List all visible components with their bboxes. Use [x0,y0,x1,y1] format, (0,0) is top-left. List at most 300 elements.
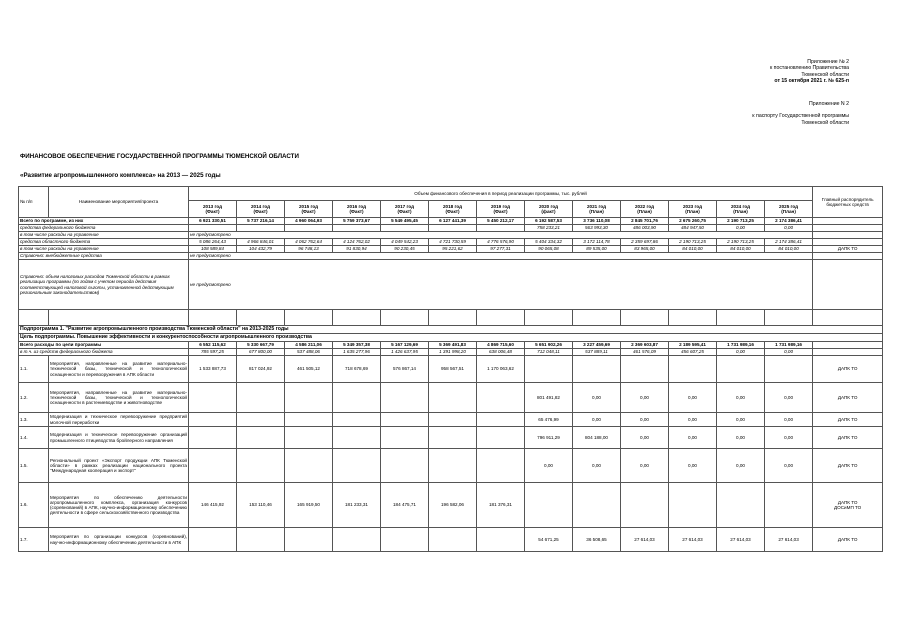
value-cell [333,427,381,449]
summary-row [19,225,883,232]
value-cell: 36 508,65 [573,528,621,552]
year-label: 2016 год [346,203,366,209]
value-cell [333,225,381,232]
header-year [717,201,765,218]
table-row [19,427,883,449]
value-cell [669,356,717,383]
manager-cell [813,218,883,225]
item-name: Мероприятия, направленные на развитие материально-технической базы, технической и технологической оснащенности и перевооружения в АПК области [49,356,189,383]
value-cell: 27 614,03 [765,528,813,552]
value-cell [285,413,333,427]
value-cell [381,528,429,552]
value-cell [285,449,333,483]
value-cell [429,383,477,413]
item-number: 1.3. [19,413,49,427]
manager-cell: ДАПК ТО [813,356,883,383]
value-cell: 84 010,00 [669,246,717,253]
subprogram-federal-row [19,349,883,356]
value-cell: 576 867,14 [381,356,429,383]
value-cell: 97 277,31 [477,246,525,253]
value-cell [189,225,237,232]
value-cell: 184 475,71 [381,483,429,528]
value-cell: 104 432,79 [237,246,285,253]
value-cell [621,356,669,383]
value-cell: 712 048,11 [525,349,573,356]
value-cell [765,356,813,383]
header-year [333,201,381,218]
value-cell: 0,00 [669,449,717,483]
empty-cell [189,310,237,326]
header-year [189,201,237,218]
value-cell: 83 965,00 [621,246,669,253]
year-type: (Факт) [301,209,316,214]
year-type: (факт) [541,209,556,214]
year-label: 2024 год [730,203,750,209]
value-cell: 4 960 064,93 [285,218,333,225]
table-row [19,413,883,427]
value-cell: 2 190 713,25 [717,239,765,246]
subprogram-total-row [19,342,883,349]
item-number: 1.1. [19,356,49,383]
item-name: Мероприятия по организации конкурсов (соревнований), научно-информационному обеспечению деятельности в АПК [49,528,189,552]
value-cell: 0,00 [765,383,813,413]
manager-cell: ДАПК ТО [813,246,883,253]
subprogram-row [19,326,883,334]
header-year [429,201,477,218]
value-cell: 5 549 495,45 [381,218,429,225]
empty-cell [669,310,717,326]
value-cell: 2 190 713,25 [669,239,717,246]
year-label: 2023 год [682,203,702,209]
row-label: Справочно: объем налоговых расходов Тюменской области в рамках реализации программы (по годам с учетом периода действия соответствующей налоговой льготы, установленной действующим региональным законодательством) [19,260,189,310]
value-cell [333,383,381,413]
value-cell: 4 586 211,06 [285,342,333,349]
value-cell: 0,00 [717,349,765,356]
item-name: Региональный проект «Экспорт продукции АПК Тюменской области» в рамках реализации национального проекта "Международная кооперация и экспорт" [49,449,189,483]
table-row [19,383,883,413]
summary-row [19,218,883,225]
appendix-passport [669,101,849,126]
value-cell: 4 869 715,60 [477,342,525,349]
value-cell: 1 426 637,95 [381,349,429,356]
header-volume: Объем финансового обеспечения в период реализации программы, тыс. рублей [189,187,813,201]
value-cell [285,225,333,232]
manager-cell: ДАПК ТО ДОСиМП ТО [813,483,883,528]
value-cell: 0,00 [717,225,765,232]
value-cell: 5 737 216,14 [237,218,285,225]
value-cell: 91 830,94 [333,246,381,253]
value-cell: 181 376,31 [477,483,525,528]
year-type: (План) [589,209,604,214]
value-cell: 5 349 357,38 [333,342,381,349]
value-cell: 0,00 [717,427,765,449]
value-cell: 0,00 [621,449,669,483]
value-cell [333,449,381,483]
year-type: (Факт) [397,209,412,214]
value-cell: 1 170 063,62 [477,356,525,383]
value-cell: 196 582,06 [429,483,477,528]
manager-cell: ДАПК ТО [813,427,883,449]
value-cell: 2 189 595,41 [669,342,717,349]
value-cell: 4 776 576,90 [477,239,525,246]
value-cell: 5 369 491,83 [429,342,477,349]
value-cell: 758 233,21 [525,225,573,232]
empty-cell [19,310,49,326]
value-cell: 27 614,03 [669,528,717,552]
row-label: в т.ч. из средств федерального бюджета [19,349,189,356]
value-cell: 2 190 713,25 [717,218,765,225]
value-cell: 5 404 334,32 [525,239,573,246]
value-cell: 785 597,25 [189,349,237,356]
financing-table [18,186,883,552]
manager-cell [813,349,883,356]
value-cell: 4 966 846,01 [237,239,285,246]
header-year [477,201,525,218]
value-cell: 0,00 [525,449,573,483]
subprogram-goal: Цель подпрограммы. Повышение эффективности и конкурентоспособности агропромышленного производства [19,334,883,342]
value-cell: 1 731 989,16 [717,342,765,349]
item-number: 1.6. [19,483,49,528]
year-type: (План) [685,209,700,214]
value-cell [189,449,237,483]
row-label: Справочно: внебюджетные средства [19,253,189,260]
summary-row [19,253,883,260]
value-cell [381,427,429,449]
summary-row [19,246,883,253]
row-label: Всего по программе, из них [19,218,189,225]
value-cell: 1 533 887,73 [189,356,237,383]
header-name: Наименование мероприятия/проекта [49,187,189,218]
value-cell [573,483,621,528]
year-type: (Факт) [349,209,364,214]
value-cell: 96 748,13 [285,246,333,253]
empty-cell [49,310,189,326]
not-provided-cell: не предусмотрено [189,260,813,310]
value-cell [285,427,333,449]
manager-cell: ДАПК ТО [813,449,883,483]
value-cell: 6 552 115,62 [189,342,237,349]
value-cell: 4 124 762,02 [333,239,381,246]
year-type: (План) [637,209,652,214]
empty-cell [573,310,621,326]
value-cell: 4 721 730,59 [429,239,477,246]
value-cell: 0,00 [717,449,765,483]
appendix-line: к паспорту Государственной программы [752,113,849,120]
year-label: 2020 год [538,203,558,209]
value-cell: 5 167 129,69 [381,342,429,349]
value-cell: 537 889,11 [573,349,621,356]
table-row [19,483,883,528]
value-cell: 563 993,30 [573,225,621,232]
table-row [19,449,883,483]
value-cell [333,413,381,427]
value-cell: 461 505,12 [285,356,333,383]
item-number: 1.7. [19,528,49,552]
manager-cell [813,232,883,239]
value-cell [477,225,525,232]
row-label: Всего расходы по цели программы [19,342,189,349]
value-cell: 5 086 264,43 [189,239,237,246]
row-label: средства федерального бюджета [19,225,189,232]
value-cell: 54 671,25 [525,528,573,552]
value-cell: 2 675 260,75 [669,218,717,225]
value-cell [477,413,525,427]
manager-cell: ДАПК ТО [813,528,883,552]
value-cell: 0,00 [765,449,813,483]
value-cell: 6 127 441,39 [429,218,477,225]
value-cell [381,413,429,427]
manager-cell [813,239,883,246]
value-cell [381,225,429,232]
value-cell [525,483,573,528]
value-cell: 3 172 114,78 [573,239,621,246]
value-cell [237,383,285,413]
item-name: Модернизация и техническое перевооружение организаций промышленного птицеводства бройлерного направления [49,427,189,449]
year-type: (Факт) [445,209,460,214]
value-cell: 677 800,00 [237,349,285,356]
value-cell [285,383,333,413]
empty-cell [237,310,285,326]
value-cell: 5 651 902,26 [525,342,573,349]
value-cell [669,483,717,528]
value-cell: 4 062 762,64 [285,239,333,246]
value-cell: 3 736 110,08 [573,218,621,225]
summary-row [19,260,883,310]
year-label: 2014 год [250,203,270,209]
value-cell: 0,00 [669,413,717,427]
value-cell: 6 921 330,51 [189,218,237,225]
value-cell: 1 635 277,96 [333,349,381,356]
empty-cell [381,310,429,326]
empty-cell [717,310,765,326]
summary-row [19,239,883,246]
value-cell [429,413,477,427]
value-cell: 486 003,90 [621,225,669,232]
item-name: Мероприятия по обеспечению деятельности агропромышленного комплекса, организация конкурсов (соревнований) в АПК, научно-информационному обеспечению деятельности в сфере сельскохозяйственного производства [49,483,189,528]
value-cell: 461 576,09 [621,349,669,356]
appendix-line: от 15 октября 2021 г. № 625-п [774,78,849,85]
header-num: № п/п [19,187,49,218]
value-cell [477,528,525,552]
item-number: 1.2. [19,383,49,413]
value-cell: 0,00 [621,413,669,427]
year-type: (Факт) [253,209,268,214]
value-cell [237,225,285,232]
empty-cell [429,310,477,326]
document-title: ФИНАНСОВОЕ ОБЕСПЕЧЕНИЕ ГОСУДАРСТВЕННОЙ ПРОГРАММЫ ТЮМЕНСКОЙ ОБЛАСТИ [20,153,299,160]
goal-row [19,334,883,342]
value-cell: 5 450 212,17 [477,218,525,225]
value-cell: 27 614,03 [621,528,669,552]
appendix-line: Тюменской области [801,71,849,78]
value-cell: 0,00 [765,225,813,232]
item-name: Мероприятия, направленные на развитие материально-технической базы, технической и технологической оснащенности в растениеводстве и животноводстве [49,383,189,413]
value-cell: 817 024,92 [237,356,285,383]
value-cell [717,356,765,383]
value-cell [189,413,237,427]
year-type: (Факт) [205,209,220,214]
value-cell: 84 010,00 [717,246,765,253]
value-cell: 804 188,00 [573,427,621,449]
row-label: в том числе расходы на управление [19,232,189,239]
value-cell [477,449,525,483]
value-cell: 0,00 [717,413,765,427]
value-cell: 0,00 [765,349,813,356]
year-type: (Факт) [493,209,508,214]
item-name: Модернизация и техническое перевооружение предприятий молочной переработки [50,414,187,425]
empty-cell [525,310,573,326]
appendix-line: к постановлению Правительства [769,65,849,72]
value-cell [381,449,429,483]
value-cell: 90 230,45 [381,246,429,253]
value-cell: 2 359 697,86 [621,239,669,246]
value-cell: 5 330 667,79 [237,342,285,349]
value-cell: 3 227 459,69 [573,342,621,349]
value-cell: 801 491,82 [525,383,573,413]
empty-cell [285,310,333,326]
value-cell: 6 192 587,53 [525,218,573,225]
header-year [573,201,621,218]
year-label: 2021 год [586,203,606,209]
empty-cell [333,310,381,326]
manager-cell [813,225,883,232]
value-cell [237,528,285,552]
year-type: (План) [781,209,796,214]
value-cell: 0,00 [573,449,621,483]
value-cell [189,528,237,552]
value-cell [285,528,333,552]
value-cell [621,483,669,528]
not-provided-cell: не предусмотрено [189,232,813,239]
manager-cell [813,253,883,260]
value-cell: 0,00 [717,383,765,413]
value-cell [477,383,525,413]
item-number: 1.5. [19,449,49,483]
value-cell [333,528,381,552]
not-provided-cell: не предусмотрено [189,253,813,260]
value-cell [573,356,621,383]
value-cell [765,483,813,528]
value-cell: 2 174 386,41 [765,218,813,225]
year-label: 2013 год [202,203,222,209]
row-label: средства областного бюджета [19,239,189,246]
value-cell: 95 221,62 [429,246,477,253]
value-cell: 796 911,29 [525,427,573,449]
value-cell: 0,00 [765,427,813,449]
value-cell: 165 919,50 [285,483,333,528]
value-cell: 1 731 989,16 [765,342,813,349]
header-year [285,201,333,218]
year-label: 2018 год [442,203,462,209]
value-cell [717,483,765,528]
value-cell: 0,00 [621,427,669,449]
value-cell: 638 006,48 [477,349,525,356]
header-year [381,201,429,218]
value-cell: 718 678,69 [333,356,381,383]
value-cell [429,225,477,232]
header-year [765,201,813,218]
value-cell [237,449,285,483]
year-label: 2025 год [779,203,799,209]
value-cell [429,449,477,483]
value-cell: 1 391 998,20 [429,349,477,356]
manager-cell: ДАПК ТО [813,413,883,427]
value-cell: 0,00 [573,383,621,413]
header-year [525,201,573,218]
appendix-header [689,59,849,85]
manager-cell [813,260,883,310]
value-cell: 0,00 [669,383,717,413]
empty-cell [477,310,525,326]
value-cell [429,528,477,552]
appendix-line: Приложение № 2 [807,59,849,65]
value-cell [189,383,237,413]
year-label: 2015 год [298,203,318,209]
value-cell: 146 415,92 [189,483,237,528]
header-manager: Главный распорядитель бюджетных средств [813,187,883,218]
value-cell: 2 174 386,41 [765,239,813,246]
empty-cell [813,310,883,326]
item-number: 1.4. [19,427,49,449]
header-year [669,201,717,218]
value-cell [381,383,429,413]
table-header [19,187,883,218]
appendix-line: Приложение N 2 [809,101,849,107]
value-cell: 5 759 373,67 [333,218,381,225]
value-cell: 0,00 [573,413,621,427]
subprogram-title: Подпрограмма 1. "Развитие агропромышленного производства Тюменской области" на 2013-2025 годы [19,326,883,334]
value-cell [237,427,285,449]
row-label: в том числе расходы на управление [19,246,189,253]
manager-cell [813,342,883,349]
spacer-row [19,310,883,326]
year-label: 2019 год [490,203,510,209]
manager-cell: ДАПК ТО [813,383,883,413]
value-cell: 89 535,00 [573,246,621,253]
value-cell [429,427,477,449]
value-cell [237,413,285,427]
value-cell: 456 607,25 [669,349,717,356]
empty-cell [765,310,813,326]
value-cell: 0,00 [765,413,813,427]
value-cell: 2 845 701,76 [621,218,669,225]
value-cell [525,356,573,383]
value-cell: 4 049 542,23 [381,239,429,246]
empty-cell [621,310,669,326]
value-cell: 90 065,08 [525,246,573,253]
year-label: 2022 год [634,203,654,209]
summary-row [19,232,883,239]
value-cell: 181 233,31 [333,483,381,528]
value-cell: 27 614,03 [717,528,765,552]
value-cell: 84 010,00 [765,246,813,253]
value-cell [189,427,237,449]
value-cell: 153 110,46 [237,483,285,528]
header-year [237,201,285,218]
year-type: (План) [733,209,748,214]
value-cell: 2 369 603,87 [621,342,669,349]
year-label: 2017 год [394,203,414,209]
value-cell: 65 476,99 [525,413,573,427]
value-cell: 484 947,50 [669,225,717,232]
table-row [19,356,883,383]
document-subtitle: «Развитие агропромышленного комплекса» на 2013 — 2025 годы [20,172,221,179]
value-cell: 537 488,06 [285,349,333,356]
value-cell: 108 589,84 [189,246,237,253]
value-cell [477,427,525,449]
header-year [621,201,669,218]
table-row [19,528,883,552]
